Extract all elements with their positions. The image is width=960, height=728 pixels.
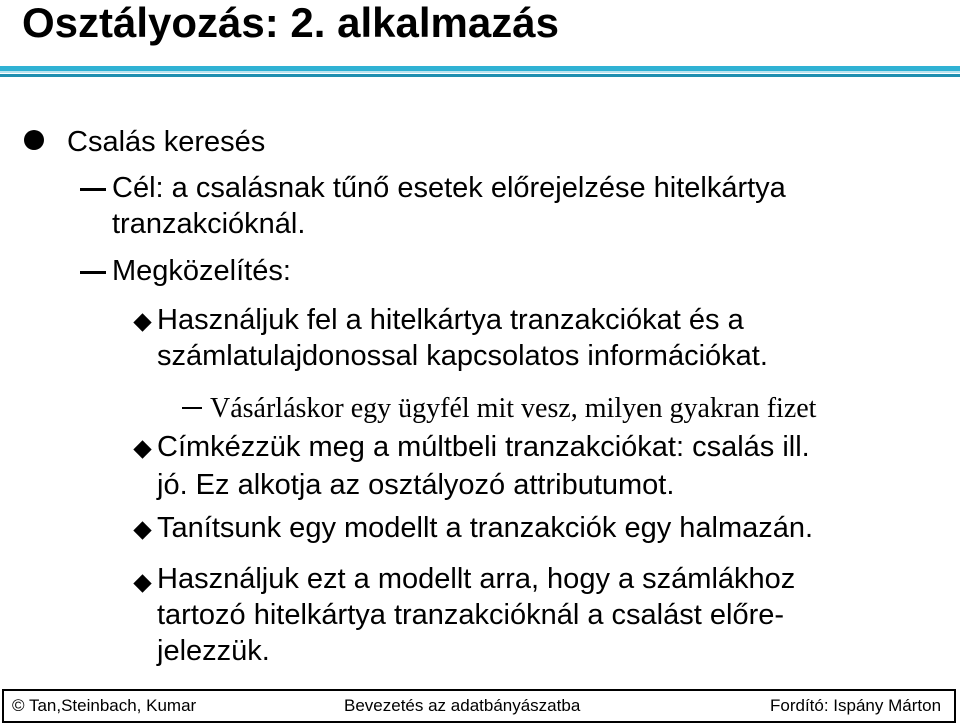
point-4-line-3: jelezzük.: [157, 635, 270, 667]
dash-icon: [80, 271, 106, 274]
slide-footer: [2, 689, 956, 723]
bullet-fraud-detection: Csalás keresés: [67, 126, 266, 158]
point-1-line-2: számlatulajdonossal kapcsolatos információkat.: [157, 340, 768, 372]
diamond-bullet-icon: [133, 313, 151, 331]
dash-icon: [182, 407, 202, 409]
slide-title: Osztályozás: 2. alkalmazás: [22, 0, 559, 46]
footer-copyright: © Tan,Steinbach, Kumar: [12, 696, 197, 715]
point-2-line-1: Címkézzük meg a múltbeli tranzakciókat: csalás ill.: [157, 431, 810, 463]
diamond-bullet-icon: [133, 440, 151, 458]
dash-icon: [80, 188, 106, 191]
point-1-subpoint: Vásárláskor egy ügyfél mit vesz, milyen gyakran fizet: [210, 393, 817, 424]
diamond-bullet-icon: [133, 521, 151, 539]
approach-heading: Megközelítés:: [112, 255, 291, 287]
goal-line-1: Cél: a csalásnak tűnő esetek előrejelzése hitelkártya: [112, 172, 786, 204]
point-4-line-1: Használjuk ezt a modellt arra, hogy a számlákhoz: [157, 563, 796, 595]
bullet-dot-icon: [24, 130, 44, 150]
point-4-line-2: tartozó hitelkártya tranzakcióknál a csalást előre-: [157, 599, 785, 631]
footer-course-title: Bevezetés az adatbányászatba: [344, 696, 581, 715]
diamond-bullet-icon: [133, 574, 151, 592]
goal-line-2: tranzakcióknál.: [112, 208, 306, 240]
point-1-line-1: Használjuk fel a hitelkártya tranzakciókat és a: [157, 304, 744, 336]
title-divider: [0, 66, 960, 78]
point-2-line-2: jó. Ez alkotja az osztályozó attributumot.: [157, 469, 675, 501]
footer-translator: Fordító: Ispány Márton: [770, 696, 942, 715]
point-3-line-1: Tanítsunk egy modellt a tranzakciók egy halmazán.: [157, 512, 814, 544]
